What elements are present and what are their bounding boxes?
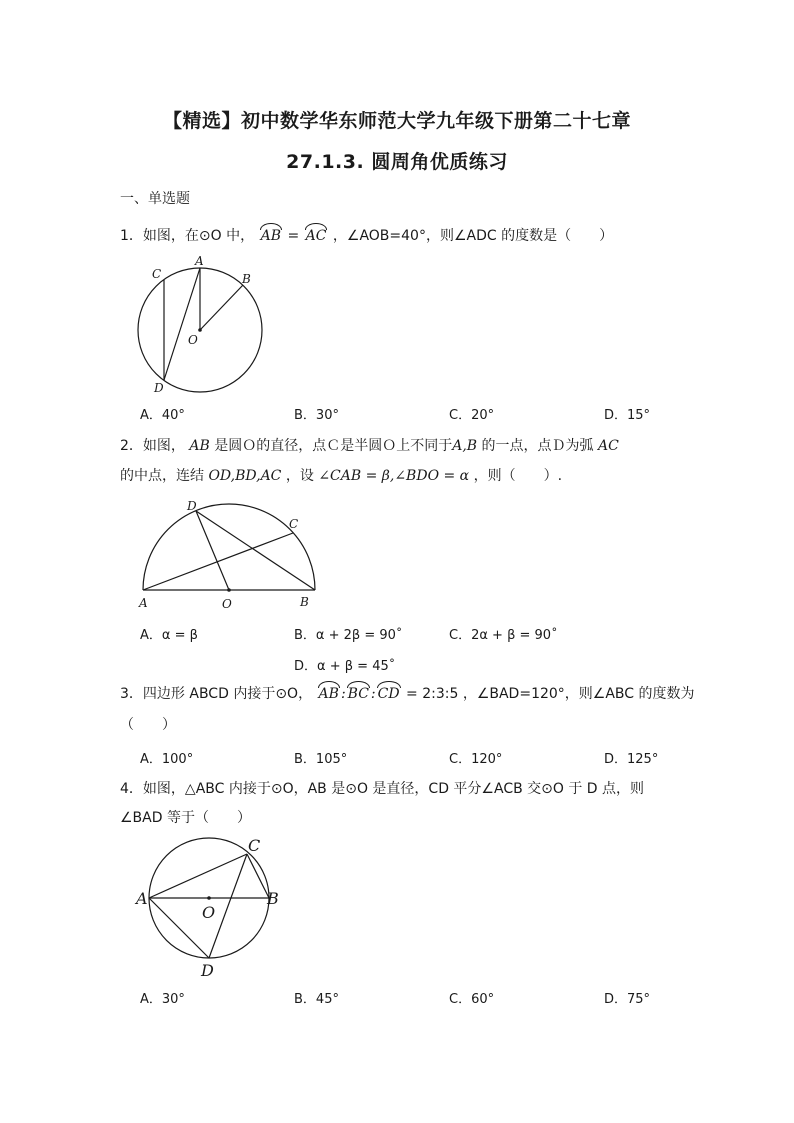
label-a: A — [136, 889, 148, 908]
question-1-figure — [130, 252, 270, 397]
question-4-figure — [133, 832, 293, 982]
label-c: C — [152, 267, 162, 281]
arc-ab: AB — [260, 228, 281, 244]
section-heading: 一、单选题 — [120, 191, 190, 207]
label-a: A — [195, 254, 204, 268]
q4-option-a[interactable]: A．30° — [140, 992, 185, 1007]
question-3-stem-line2: （ ） — [120, 717, 176, 733]
label-c: C — [248, 836, 261, 855]
question-1-stem: 1．如图，在⊙O 中， AB = AC ，∠AOB=40°，则∠ADC 的度数是（ ） — [120, 228, 614, 244]
q1-option-c[interactable]: C．20° — [449, 408, 495, 423]
label-d: D — [201, 961, 214, 980]
question-3-stem-line1: 3．四边形 ABCD 内接于⊙O， AB : BC : CD = 2:3:5 ，∠BAD=120°，则∠ABC 的度数为 — [120, 686, 695, 702]
question-2-stem-line2: 的中点，连结 OD,BD,AC ，设 ∠CAB = β,∠BDO = α ，则（ ）. — [120, 468, 563, 484]
label-o: O — [222, 597, 232, 611]
q1-option-d[interactable]: D．15° — [604, 408, 651, 423]
label-b: B — [267, 889, 279, 908]
q3-option-c[interactable]: C．120° — [449, 752, 503, 767]
question-2-figure — [133, 497, 323, 615]
q2-option-b[interactable]: B．α + 2β = 90˚ — [294, 628, 403, 643]
q3-option-d[interactable]: D．125° — [604, 752, 659, 767]
question-2-stem-line1: 2．如图， AB 是圆Ｏ的直径，点Ｃ是半圆Ｏ上不同于A,B 的一点，点Ｄ为弧 AC — [120, 438, 619, 454]
label-c: C — [289, 517, 299, 531]
q4-option-d[interactable]: D．75° — [604, 992, 651, 1007]
question-number: 1． — [120, 228, 143, 244]
q4-option-c[interactable]: C．60° — [449, 992, 495, 1007]
question-4-stem-line1: 4．如图，△ABC 内接于⊙O，AB 是⊙O 是直径，CD 平分∠ACB 交⊙O 于 D 点，则 — [120, 781, 645, 797]
arc-ac: AC — [305, 228, 327, 244]
q1-option-a[interactable]: A．40° — [140, 408, 185, 423]
document-title-line2: 27.1.3. 圆周角优质练习 — [286, 151, 508, 173]
label-d: D — [154, 381, 164, 395]
q3-option-b[interactable]: B．105° — [294, 752, 348, 767]
q4-option-b[interactable]: B．45° — [294, 992, 339, 1007]
question-4-stem-line2: ∠BAD 等于（ ） — [120, 810, 251, 826]
label-d: D — [187, 499, 197, 513]
document-title-line1: 【精选】初中数学华东师范大学九年级下册第二十七章 — [162, 110, 631, 132]
q2-option-d[interactable]: D．α + β = 45˚ — [294, 659, 396, 674]
q3-option-a[interactable]: A．100° — [140, 752, 194, 767]
label-a: A — [139, 596, 148, 610]
label-b: B — [300, 595, 309, 609]
label-o: O — [202, 903, 216, 922]
q2-option-c[interactable]: C．2α + β = 90˚ — [449, 628, 558, 643]
label-o: O — [188, 333, 198, 347]
q2-option-a[interactable]: A．α = β — [140, 628, 198, 643]
label-b: B — [242, 272, 251, 286]
q1-option-b[interactable]: B．30° — [294, 408, 339, 423]
